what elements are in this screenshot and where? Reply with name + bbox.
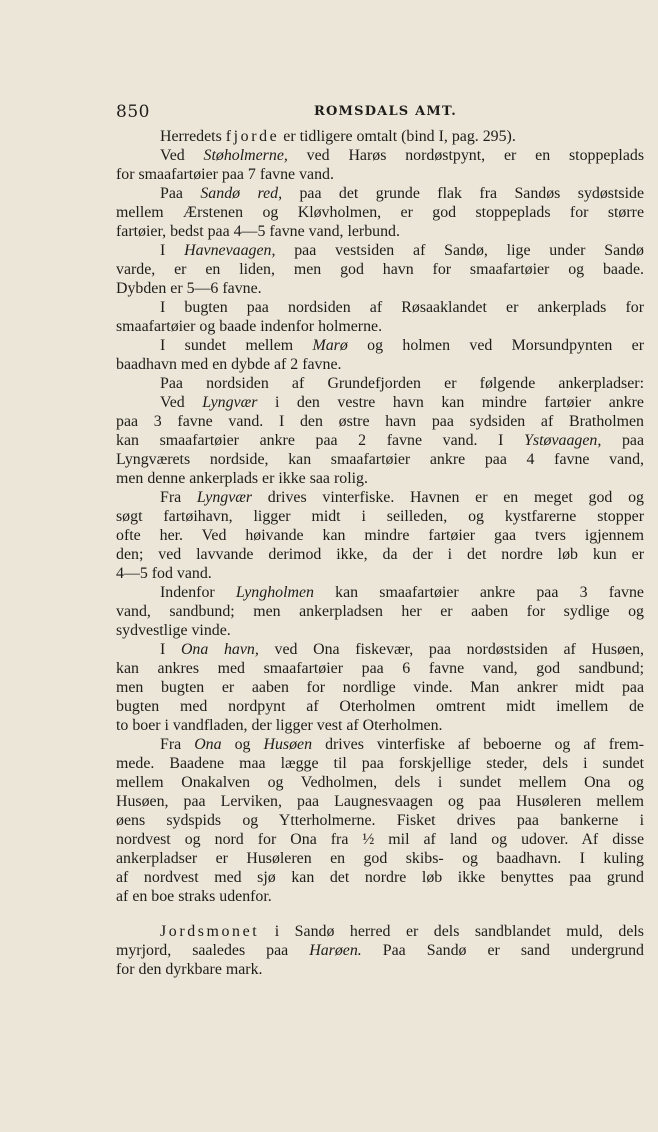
text-segment: mellem Onakalven og Vedholmen, dels i sundet mellem Ona og: [116, 774, 644, 791]
text-line: [116, 317, 644, 336]
text-segment: den; ved lavvande derimod ikke, da der i det nordre løb kun er: [116, 546, 644, 563]
text-segment: nordvest og nord for Ona fra ½ mil af land og udover. Af disse: [116, 831, 644, 848]
text-line: [116, 754, 644, 773]
text-segment: I bugten paa nordsiden af Røsaaklandet er ankerplads for: [160, 299, 644, 316]
text-segment: Ved: [160, 147, 204, 164]
italic-place-name: Ona: [194, 736, 222, 753]
text-segment: drives vinterfiske. Havnen er en meget god og: [252, 489, 645, 506]
text-line: [116, 222, 644, 241]
text-segment: mede. Baadene maa lægge til paa forskjellige steder, dels i sundet: [116, 755, 644, 772]
page-header: [116, 102, 644, 124]
text-segment: men bugten er aaben for nordlige vinde. Man ankrer midt paa: [116, 679, 644, 696]
text-segment: fartøier, bedst paa 4—5 favne vand, lerbund.: [116, 223, 400, 240]
text-segment: ved Ona fiskevær, paa nordøstsiden af Husøen,: [258, 641, 645, 658]
italic-place-name: Husøen: [263, 736, 313, 753]
text-segment: og: [221, 736, 264, 753]
text-line: [116, 659, 644, 678]
text-line: [116, 792, 644, 811]
paragraph-gap: [116, 906, 644, 922]
text-line: [116, 960, 644, 979]
text-segment: for smaafartøier paa 7 favne vand.: [116, 166, 334, 183]
italic-place-name: Harøen.: [309, 942, 362, 959]
text-segment: Paa Sandø er sand undergrund: [361, 942, 644, 959]
text-segment: i den vestre havn kan mindre fartøier ankre: [257, 394, 644, 411]
text-line: [116, 146, 644, 165]
text-line: [116, 583, 644, 602]
text-line: [116, 564, 644, 583]
text-line: [116, 640, 644, 659]
text-segment: Dybden er 5—6 favne.: [116, 280, 262, 297]
body-text: [116, 127, 644, 979]
italic-place-name: Ystøvaagen,: [524, 432, 602, 449]
text-line: [116, 279, 644, 298]
text-segment: kan smaafartøier ankre paa 2 favne vand. I: [116, 432, 525, 449]
text-segment: i Sandø herred er dels sandblandet muld, dels: [259, 923, 644, 940]
text-line: [116, 507, 644, 526]
text-segment: ved Harøs nordøstpynt, er en stoppeplads: [287, 147, 644, 164]
text-segment: Ved: [160, 394, 203, 411]
text-segment: Paa: [160, 185, 201, 202]
text-segment: Husøen, paa Lerviken, paa Laugnesvaagen og paa Husøleren mellem: [116, 793, 644, 810]
text-segment: drives vinterfiske af beboerne og af frem-: [312, 736, 645, 753]
text-segment: smaafartøier og baade indenfor holmerne.: [116, 318, 383, 335]
text-segment: er tidligere omtalt (bind I, pag. 295).: [279, 128, 516, 145]
text-segment: varde, er en liden, men god havn for smaafartøier og baade.: [116, 261, 644, 278]
text-line: [116, 241, 644, 260]
spaced-term: Jordsmonet: [160, 923, 260, 940]
text-segment: af en boe straks udenfor.: [116, 888, 272, 905]
text-line: [116, 941, 644, 960]
text-line: [116, 374, 644, 393]
text-line: [116, 488, 644, 507]
text-line: [116, 260, 644, 279]
text-line: [116, 830, 644, 849]
running-head: ROMSDALS AMT.: [314, 104, 457, 119]
text-segment: ofte her. Ved høivande kan mindre fartøier gaa tvers igjennem: [116, 527, 644, 544]
text-segment: ankerpladser er Husøleren en god skibs- og baadhavn. I kuling: [116, 850, 644, 867]
italic-place-name: Sandø red,: [200, 185, 283, 202]
text-segment: paa 3 favne vand. I den østre havn paa sydsiden af Bratholmen: [116, 413, 644, 430]
text-segment: I sundet mellem: [160, 337, 313, 354]
text-line: [116, 697, 644, 716]
text-line: [116, 431, 644, 450]
text-line: [116, 393, 644, 412]
text-line: [116, 184, 644, 203]
text-line: [116, 773, 644, 792]
text-segment: mellem Ærstenen og Kløvholmen, er god stoppeplads for større: [116, 204, 644, 221]
italic-place-name: Støholmerne,: [203, 147, 288, 164]
italic-place-name: Lyngvær: [202, 394, 258, 411]
text-line: [116, 887, 644, 906]
text-segment: baadhavn med en dybde af 2 favne.: [116, 356, 342, 373]
text-segment: og holmen ved Morsundpynten er: [347, 337, 645, 354]
text-segment: Fra: [160, 489, 197, 506]
italic-place-name: Ona havn,: [180, 641, 259, 658]
spaced-term: fjorde: [225, 128, 280, 145]
text-line: [116, 336, 644, 355]
text-line: [116, 298, 644, 317]
text-line: [116, 412, 644, 431]
text-line: [116, 355, 644, 374]
text-segment: Fra: [160, 736, 195, 753]
text-segment: paa det grunde flak fra Sandøs sydøstside: [282, 185, 644, 202]
text-line: [116, 602, 644, 621]
text-segment: myrjord, saaledes paa: [116, 942, 310, 959]
text-segment: paa: [601, 432, 645, 449]
text-line: [116, 678, 644, 697]
text-segment: kan ankres med smaafartøier paa 6 favne vand, god sandbund;: [116, 660, 644, 677]
text-line: [116, 165, 644, 184]
text-line: [116, 621, 644, 640]
text-segment: I: [160, 242, 185, 259]
text-segment: Lyngværets nordside, kan smaafartøier ankre paa 4 favne vand,: [116, 451, 644, 468]
page-number: 850: [116, 102, 150, 122]
italic-place-name: Marø: [312, 337, 348, 354]
text-segment: Herredets: [160, 128, 226, 145]
text-line: [116, 469, 644, 488]
text-line: [116, 526, 644, 545]
text-line: [116, 735, 644, 754]
text-line: [116, 922, 644, 941]
text-line: [116, 545, 644, 564]
text-segment: af nordvest med sjø kan det nordre løb ikke benyttes paa grund: [116, 869, 644, 886]
text-line: [116, 450, 644, 469]
text-segment: I: [160, 641, 181, 658]
text-segment: to boer i vandfladen, der ligger vest af Oterholmen.: [116, 717, 443, 734]
italic-place-name: Lyngvær: [196, 489, 253, 506]
text-segment: øens sydspids og Ytterholmerne. Fisket drives paa bankerne i: [116, 812, 644, 829]
text-line: [116, 811, 644, 830]
text-line: [116, 203, 644, 222]
text-line: [116, 127, 644, 146]
text-segment: bugten med nordpynt af Oterholmen omtrent midt imellem de: [116, 698, 644, 715]
text-segment: søgt fartøihavn, ligger midt i seilleden, og kystfarerne stopper: [116, 508, 644, 525]
text-line: [116, 849, 644, 868]
text-segment: sydvestlige vinde.: [116, 622, 231, 639]
italic-place-name: Lyngholmen: [235, 584, 314, 601]
text-segment: for den dyrkbare mark.: [116, 961, 263, 978]
text-segment: Indenfor: [160, 584, 236, 601]
text-line: [116, 716, 644, 735]
text-segment: men denne ankerplads er ikke saa rolig.: [116, 470, 368, 487]
italic-place-name: Havnevaagen,: [184, 242, 276, 259]
text-segment: Paa nordsiden af Grundefjorden er følgende ankerpladser:: [160, 375, 644, 392]
text-segment: kan smaafartøier ankre paa 3 favne: [313, 584, 644, 601]
text-line: [116, 868, 644, 887]
text-segment: paa vestsiden af Sandø, lige under Sandø: [275, 242, 644, 259]
text-segment: vand, sandbund; men ankerpladsen her er aaben for sydlige og: [116, 603, 644, 620]
text-segment: 4—5 fod vand.: [116, 565, 212, 582]
